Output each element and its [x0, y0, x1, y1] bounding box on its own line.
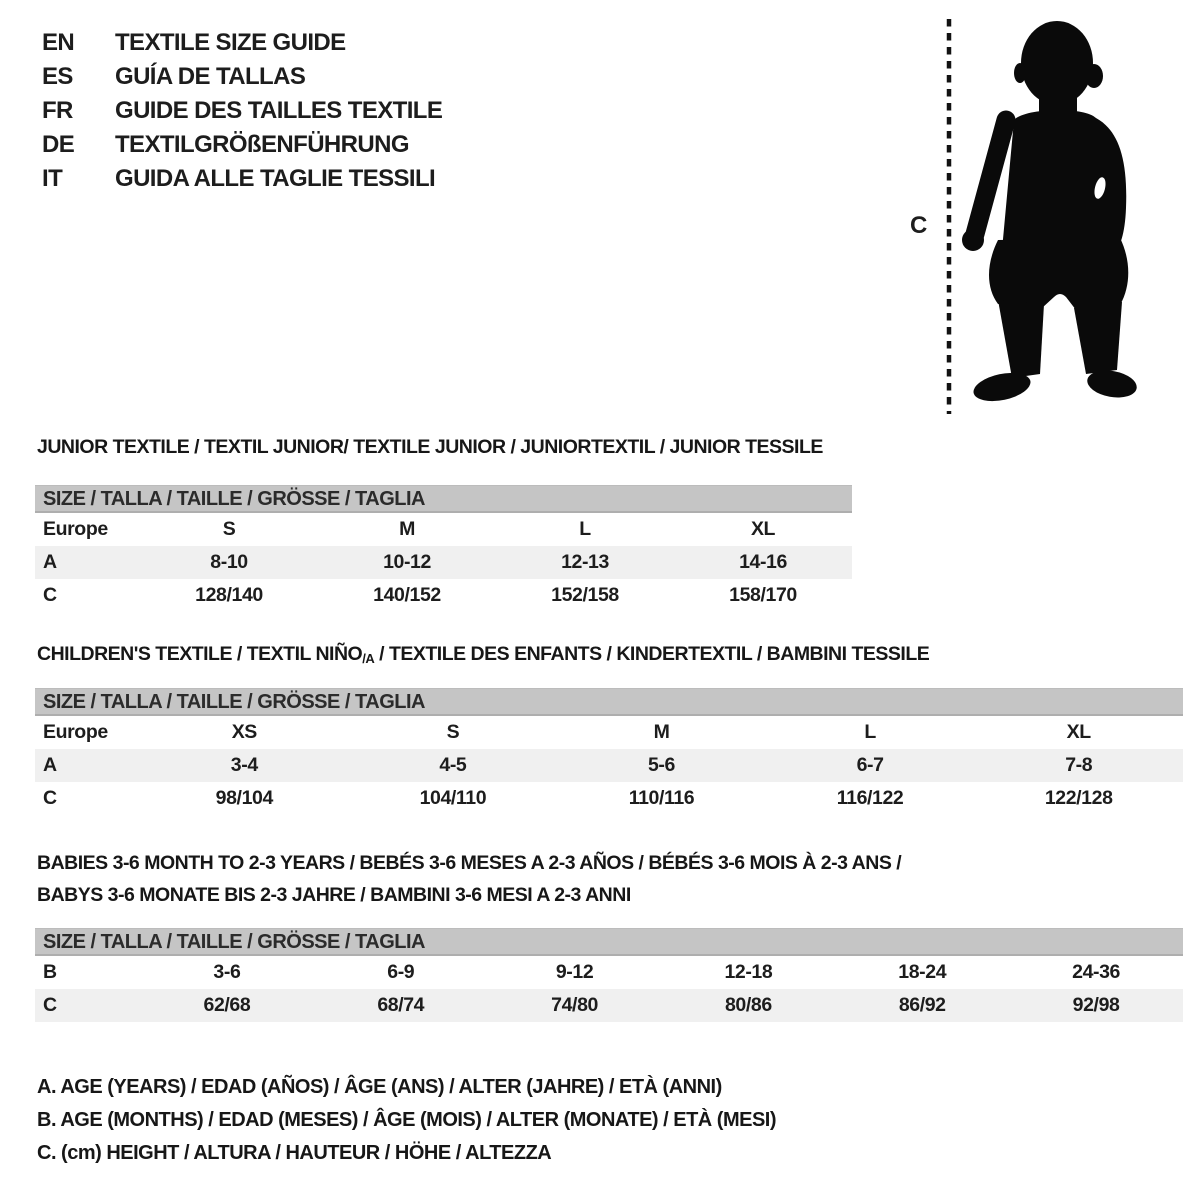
size-cell: 6-7: [856, 754, 884, 776]
size-cell: 104/110: [419, 787, 487, 809]
section-heading-babies: [37, 847, 901, 911]
row-label: B: [43, 961, 57, 983]
size-cell: 62/68: [203, 994, 251, 1016]
size-cell: 110/116: [628, 787, 695, 809]
language-code: EN: [42, 29, 75, 56]
size-cell: 4-5: [439, 754, 467, 776]
size-cell: 12-13: [561, 551, 609, 573]
size-cell: 74/80: [551, 994, 598, 1016]
size-cell: 9-12: [555, 961, 594, 983]
row-label: A: [43, 551, 57, 573]
size-cell: XL: [750, 518, 776, 540]
size-cell: L: [864, 721, 876, 743]
language-row: [42, 26, 442, 60]
size-cell: 140/152: [373, 584, 441, 606]
guide-title: GUIDE DES TAILLES TEXTILE: [115, 97, 443, 124]
babies-heading-line2: BABYS 3-6 MONATE BIS 2-3 JAHRE / BAMBINI 3-6 MESI A 2-3 ANNI: [37, 884, 631, 906]
section-heading-junior: JUNIOR TEXTILE / TEXTIL JUNIOR/ TEXTILE JUNIOR / JUNIORTEXTIL / JUNIOR TESSILE: [37, 436, 823, 458]
table-row: [35, 579, 852, 612]
legend: [37, 1071, 776, 1170]
size-cell: 8-10: [210, 551, 248, 573]
size-cell: M: [653, 721, 670, 743]
section-heading-children: [37, 643, 929, 666]
row-label: Europe: [43, 721, 108, 743]
language-code: IT: [42, 165, 63, 192]
size-table-header: SIZE / TALLA / TAILLE / GRÖSSE / TAGLIA: [35, 485, 852, 513]
size-cell: 92/98: [1072, 994, 1120, 1016]
table-row: [35, 782, 1183, 815]
language-code: DE: [42, 131, 75, 158]
children-heading-main: CHILDREN'S TEXTILE / TEXTIL NIÑO: [37, 643, 363, 665]
language-row: [42, 128, 442, 162]
table-row: [35, 513, 852, 546]
size-table-grid: [35, 513, 852, 612]
children-heading-subscript: /A: [362, 651, 375, 666]
babies-heading-line1: BABIES 3-6 MONTH TO 2-3 YEARS / BEBÉS 3-6 MESES A 2-3 AÑOS / BÉBÉS 3-6 MOIS À 2-3 ANS /: [37, 852, 902, 874]
guide-title: GUÍA DE TALLAS: [115, 63, 306, 90]
language-row: [42, 162, 442, 196]
row-label: C: [43, 584, 57, 606]
table-row: [35, 956, 1183, 989]
legend-line-c: C. (cm) HEIGHT / ALTURA / HAUTEUR / HÖHE / ALTEZZA: [37, 1142, 552, 1164]
junior-size-table: [35, 485, 852, 612]
language-row: [42, 60, 442, 94]
legend-line-a: A. AGE (YEARS) / EDAD (AÑOS) / ÂGE (ANS) / ALTER (JAHRE) / ETÀ (ANNI): [37, 1076, 722, 1098]
size-cell: 24-36: [1072, 961, 1120, 983]
language-row: [42, 94, 442, 128]
guide-title: GUIDA ALLE TAGLIE TESSILI: [115, 165, 436, 192]
row-label: C: [43, 994, 57, 1016]
size-cell: 6-9: [387, 961, 415, 983]
size-cell: 80/86: [724, 994, 772, 1016]
size-cell: 12-18: [724, 961, 773, 983]
size-cell: 68/74: [377, 994, 425, 1016]
guide-title: TEXTILGRÖßENFÜHRUNG: [115, 131, 409, 158]
size-cell: 152/158: [551, 584, 619, 606]
children-size-table: [35, 688, 1183, 815]
row-label: C: [43, 787, 57, 809]
size-cell: 3-6: [213, 961, 241, 983]
size-cell: XS: [231, 721, 257, 743]
height-measure-label: C: [910, 212, 928, 239]
size-cell: 7-8: [1065, 754, 1093, 776]
row-label: A: [43, 754, 57, 776]
babies-size-table: [35, 928, 1183, 1022]
table-row: [35, 989, 1183, 1022]
language-code: ES: [42, 63, 73, 90]
size-cell: 10-12: [383, 551, 431, 573]
size-cell: 5-6: [647, 754, 675, 776]
children-heading-rest: / TEXTILE DES ENFANTS / KINDERTEXTIL / BAMBINI TESSILE: [374, 643, 930, 665]
language-code: FR: [42, 97, 73, 124]
toddler-silhouette-icon: [962, 12, 1142, 422]
size-table-header: SIZE / TALLA / TAILLE / GRÖSSE / TAGLIA: [35, 928, 1183, 956]
table-row: [35, 749, 1183, 782]
size-table-grid: [35, 716, 1183, 815]
size-cell: 158/170: [729, 584, 797, 606]
size-cell: S: [446, 721, 460, 743]
size-cell: 86/92: [898, 994, 946, 1016]
size-cell: XL: [1066, 721, 1091, 743]
size-cell: 98/104: [215, 787, 273, 809]
size-cell: M: [399, 518, 415, 540]
size-cell: 14-16: [739, 551, 787, 573]
legend-line-b: B. AGE (MONTHS) / EDAD (MESES) / ÂGE (MOIS) / ALTER (MONATE) / ETÀ (MESI): [37, 1109, 777, 1131]
size-cell: 18-24: [898, 961, 947, 983]
size-cell: 128/140: [195, 584, 263, 606]
language-title-list: [42, 26, 442, 196]
size-table-grid: [35, 956, 1183, 1022]
size-cell: 122/128: [1044, 787, 1113, 809]
table-row: [35, 716, 1183, 749]
table-row: [35, 546, 852, 579]
guide-title: TEXTILE SIZE GUIDE: [115, 29, 346, 56]
height-dashed-line: [944, 16, 954, 416]
size-cell: S: [222, 518, 236, 540]
size-cell: 3-4: [230, 754, 258, 776]
size-table-header: SIZE / TALLA / TAILLE / GRÖSSE / TAGLIA: [35, 688, 1183, 716]
row-label: Europe: [43, 518, 108, 540]
size-cell: L: [579, 518, 591, 540]
size-cell: 116/122: [836, 787, 904, 809]
